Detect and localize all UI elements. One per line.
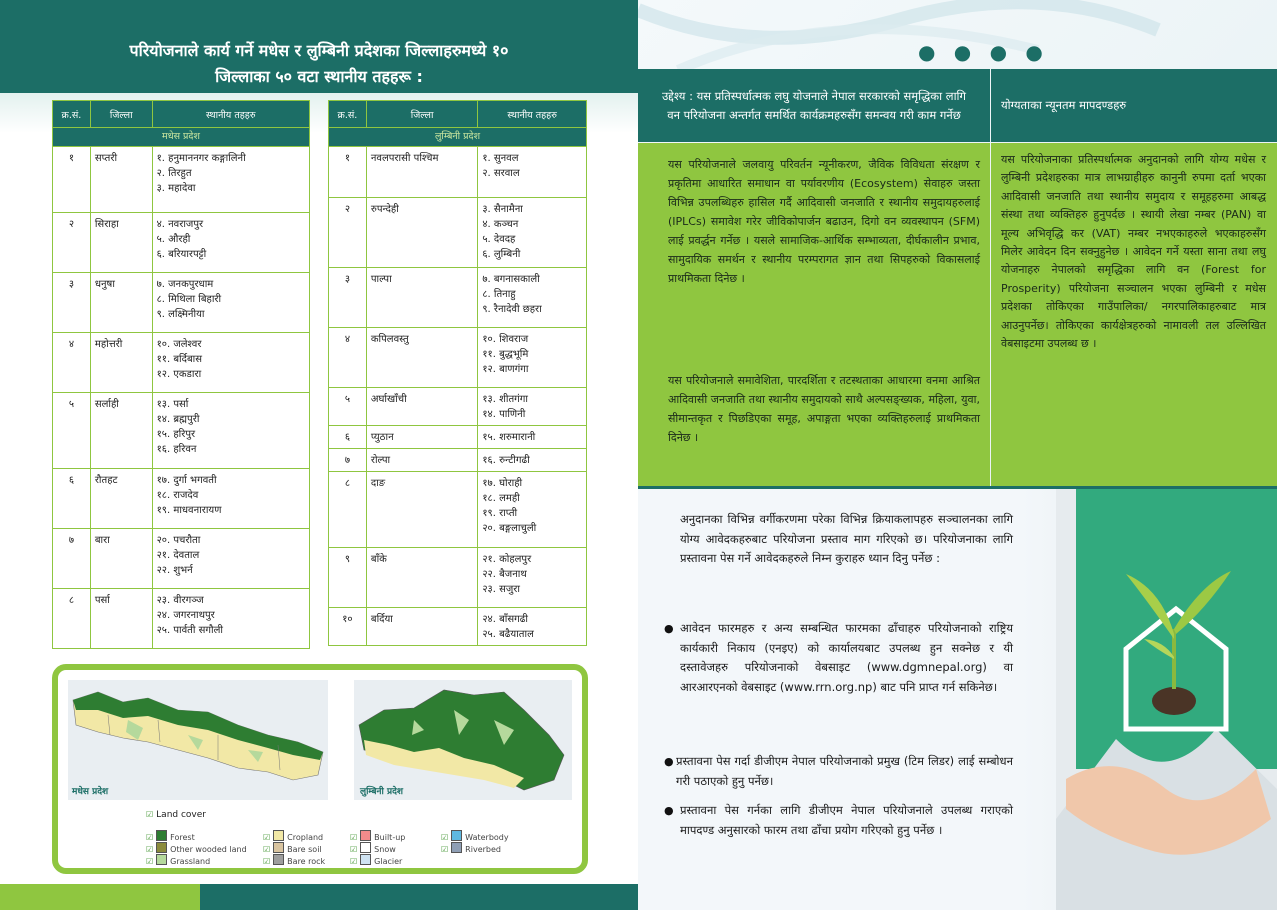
checkbox-icon: ☑: [350, 845, 358, 854]
local-level-item: २०. बङ्गलाचुली: [482, 523, 537, 534]
province-label: मधेस प्रदेश: [53, 128, 310, 147]
table-row: [53, 213, 310, 273]
local-level-item: २४. जगरनाथपुर: [156, 610, 215, 621]
checkbox-icon: ☑: [263, 845, 271, 854]
row-district: सप्तरी: [90, 147, 152, 213]
local-level-item: २२. बैजनाथ: [482, 569, 527, 580]
checkbox-icon: ☑: [441, 833, 449, 842]
row-local-levels: [152, 333, 309, 393]
local-level-item: १७. घोराही: [482, 478, 523, 489]
row-local-levels: [152, 213, 309, 273]
table-row: [53, 393, 310, 469]
legend-swatch: [156, 842, 167, 853]
legend-title: ☑ Land cover: [146, 810, 206, 820]
row-serial: ५: [53, 393, 91, 469]
checkbox-icon: ☑: [146, 833, 154, 842]
row-district: रुपन्देही: [366, 198, 477, 268]
header-local-levels: स्थानीय तहहरु: [152, 101, 309, 128]
header-local-levels: स्थानीय तहहरु: [478, 101, 587, 128]
objective-header-text: उद्देश्य : यस प्रतिस्पर्धात्मक लघु योजनाले नेपाल सरकारको समृद्धिका लागि वन परियोजना अन्तर्गत समर्थित कार्यक्रमहरुसँग समन्वय गरी काम गर्नेछ: [662, 88, 966, 122]
lumbini-map: [354, 680, 572, 800]
legend-label: Cropland: [287, 833, 324, 842]
row-local-levels: [152, 147, 309, 213]
row-district: पर्सा: [90, 589, 152, 649]
table-row: [329, 426, 587, 449]
row-serial: ९: [329, 548, 367, 608]
row-district: नवलपरासी पश्चिम: [366, 147, 477, 198]
madhesh-map: [68, 680, 328, 800]
footer-green-bar: [0, 884, 200, 910]
row-local-levels: [478, 268, 587, 328]
legend-swatch: [360, 854, 371, 865]
row-serial: १०: [329, 608, 367, 646]
seedling-illustration: [1056, 489, 1277, 910]
legend-swatch: [360, 842, 371, 853]
instruction-bullet-3: प्रस्तावना पेस गर्नका लागि डीजीएम नेपाल परियोजनाले उपलब्ध गराएको मापदण्ड अनुसारको फारम तथा ढाँचा प्रयोग गरिएको हुनु पर्नेछ ।: [680, 803, 1013, 837]
local-level-item: ४. नवराजपुर: [156, 219, 204, 230]
table-row: [329, 608, 587, 646]
checkbox-icon: ☑: [263, 857, 271, 866]
row-local-levels: [478, 328, 587, 388]
checkbox-icon: ☑: [350, 833, 358, 842]
local-level-item: १५. शरुमारानी: [482, 432, 536, 443]
local-level-item: १४. ब्रह्मपुरी: [156, 414, 200, 425]
table-row: [329, 198, 587, 268]
local-level-item: १५. हरिपुर: [156, 429, 196, 440]
local-level-item: ९. लक्ष्मिनीया: [156, 309, 205, 320]
row-local-levels: [152, 529, 309, 589]
row-local-levels: [478, 426, 587, 449]
legend-swatch: [360, 830, 371, 841]
local-level-item: २५. बढैयाताल: [482, 629, 534, 640]
legend-label: Riverbed: [465, 845, 501, 854]
instruction-bullet-1: आवेदन फारमहरु र अन्य सम्बन्धित फारमका ढाँचाहरु परियोजनाको राष्ट्रिय कार्यकारी निकाय (एनइए) को कार्यालयबाट उपलब्ध हुन सक्नेछ र यी दस्तावेजहरु परियोजनाको वेबसाइट (www.dgmnepal.org) वा आरआरएनको वेबसाइट (www.rrn.org.np) बाट पनि प्राप्त गर्न सकिनेछ।: [680, 621, 1013, 694]
row-serial: ३: [329, 268, 367, 328]
legend-item: [350, 830, 405, 842]
instructions-intro: अनुदानका विभिन्न वर्गीकरणमा परेका विभिन्न क्रियाकलापहरु सञ्चालनका लागि योग्य आवेदकहरुबाट परियोजना प्रस्ताव माग गरिएको छ। परियोजनाका लागि प्रस्तावना पेस गर्ने आवेदकहरुले निम्न कुराहरु ध्यान दिनु पर्नेछ :: [680, 512, 1013, 565]
local-level-item: ५. औरही: [156, 234, 191, 245]
land-cover-map-box: [52, 664, 588, 874]
row-district: प्युठान: [366, 426, 477, 449]
local-level-item: १२. एकडारा: [156, 369, 202, 380]
row-local-levels: [478, 548, 587, 608]
legend-label: Grassland: [170, 857, 211, 866]
table-row: [53, 333, 310, 393]
madhesh-districts-table: [52, 100, 310, 649]
row-local-levels: [478, 608, 587, 646]
legend-label: Bare rock: [287, 857, 326, 866]
local-level-item: ५. देवदह: [482, 234, 516, 245]
left-panel: [0, 0, 638, 910]
local-level-item: २१. देवताल: [156, 550, 200, 561]
legend-item: [350, 842, 396, 854]
legend-swatch: [156, 830, 167, 841]
legend-label: Glacier: [374, 857, 403, 866]
objective-header: [638, 69, 990, 142]
header-district: जिल्ला: [90, 101, 152, 128]
checkbox-icon: ☑: [146, 845, 154, 854]
row-serial: ७: [329, 449, 367, 472]
row-local-levels: [478, 388, 587, 426]
bullet-dot-icon: ●: [664, 622, 674, 635]
legend-swatch: [273, 830, 284, 841]
local-level-item: १२. बाणगंगा: [482, 364, 529, 375]
legend-label: Snow: [374, 845, 396, 854]
objective-paragraph-1: यस परियोजनाले जलवायु परिवर्तन न्यूनीकरण, जैविक विविधता संरक्षण र प्रकृतिमा आधारित समाधान वा पर्यावरणीय (Ecosystem) सेवाहरु जस्ता विभिन्न उपलब्धिहरु हासिल गर्दै आदिवासी जनजाति र स्थानीय समुदायहरुलाई (IPLCs) समावेश गरेर जीविकोपार्जन बढाउन, दिगो वन व्यवस्थापन (SFM) लाई प्रवर्द्धन गर्नेछ । यसले सामाजिक-आर्थिक सम्भाव्यता, दीर्घकालीन प्रभाव, सामुदायिक समर्थन र स्थानीय परम्परागत ज्ञान तथा सिपहरुको विकासलाई प्राथमिकता दिनेछ ।: [668, 158, 980, 285]
row-serial: २: [53, 213, 91, 273]
row-serial: ७: [53, 529, 91, 589]
page-title: [20, 38, 618, 90]
checkbox-icon: ☑: [263, 833, 271, 842]
checkbox-icon: ☑: [441, 845, 449, 854]
local-level-item: २. तिरहुत: [156, 168, 192, 179]
legend-item: [146, 842, 247, 854]
row-local-levels: [478, 449, 587, 472]
row-serial: १: [53, 147, 91, 213]
row-local-levels: [152, 469, 309, 529]
legend-swatch: [451, 830, 462, 841]
local-level-item: १६. हरिवन: [156, 444, 197, 455]
legend-swatch: [451, 842, 462, 853]
checkbox-icon: ☑: [350, 857, 358, 866]
local-level-item: १९. राप्ती: [482, 508, 518, 519]
row-serial: ३: [53, 273, 91, 333]
row-local-levels: [152, 393, 309, 469]
local-level-item: २१. कोहलपुर: [482, 554, 532, 565]
row-district: दाङ: [366, 472, 477, 548]
header-serial: क्र.सं.: [329, 101, 367, 128]
legend-label: Forest: [170, 833, 195, 842]
checkbox-icon: ☑: [146, 857, 154, 866]
title-line-2: जिल्लाका ५० वटा स्थानीय तहहरू :: [215, 67, 423, 86]
row-district: सिराहा: [90, 213, 152, 273]
local-level-item: १७. दुर्गा भगवती: [156, 475, 217, 486]
legend-label: Other wooded land: [170, 845, 247, 854]
row-serial: २: [329, 198, 367, 268]
local-level-item: १. हनुमाननगर कङ्गालिनी: [156, 153, 246, 164]
legend-item: [146, 854, 210, 866]
header-serial: क्र.सं.: [53, 101, 91, 128]
legend-item: [263, 830, 323, 842]
local-level-item: १८. लमही: [482, 493, 520, 504]
lumbini-map-graphic: [354, 680, 572, 800]
checkbox-icon: ☑: [146, 810, 154, 819]
eligibility-header-text: योग्यताका न्यूनतम मापदण्डहरु: [1001, 98, 1127, 112]
local-level-item: ७. जनकपुरधाम: [156, 279, 214, 290]
local-level-item: २३. सजुरा: [482, 584, 520, 595]
row-serial: ८: [53, 589, 91, 649]
table-row: [53, 469, 310, 529]
legend-item: [263, 854, 325, 866]
header-district: जिल्ला: [366, 101, 477, 128]
row-serial: ६: [329, 426, 367, 449]
table-row: [53, 589, 310, 649]
row-district: धनुषा: [90, 273, 152, 333]
lumbini-districts-table: [328, 100, 587, 646]
legend-swatch: [273, 854, 284, 865]
eligibility-paragraph: यस परियोजनाका प्रतिस्पर्धात्मक अनुदानको लागि योग्य मधेस र लुम्बिनी प्रदेशहरुका मात्र लाभग्राहीहरु कानुनी रुपमा दर्ता भएका आदिवासी जनजाति तथा स्थानीय समुदाय र समूहहरुमा आबद्ध संस्था तथा व्यक्तिहरु हुनुपर्दछ । स्थायी लेखा नम्बर (PAN) वा मूल्य अभिवृद्धि कर (VAT) नम्बर नभएकाहरुले भएकाहरुसँग मिलेर आवेदन दिन सक्नुहुनेछ । आवेदन गर्ने यस्ता साना तथा लघु योजनाहरु नेपालको समृद्धिका लागि वन (Forest for Prosperity) परियोजना सञ्चालन भएका लुम्बिनी र मधेस प्रदेशका तोकिएका गाउँपालिका/ नगरपालिकाहरुबाट मात्र आउनुपर्नेछ। तोकिएका कार्यक्षेत्रहरुको नामावली तल उल्लिखित वेबसाइटमा उपलब्ध छ ।: [1001, 153, 1266, 351]
legend-swatch: [273, 842, 284, 853]
instruction-bullet-2: प्रस्तावना पेस गर्दा डीजीएम नेपाल परियोजनाको प्रमुख (टिम लिडर) लाई सम्बोधन गरी पठाएको हुनु पर्नेछ।: [676, 754, 1013, 788]
local-level-item: २. सरवाल: [482, 168, 520, 179]
objective-column: [638, 143, 990, 486]
row-local-levels: [478, 472, 587, 548]
province-row-madhesh: [53, 128, 310, 147]
row-district: रोल्पा: [366, 449, 477, 472]
local-level-item: ११. बर्दिबास: [156, 354, 203, 365]
local-level-item: १३. पर्सा: [156, 399, 189, 410]
local-level-item: १. सुनवल: [482, 153, 519, 164]
title-line-1: परियोजनाले कार्य गर्ने मधेस र लुम्बिनी प्रदेशका जिल्लाहरुमध्ये १०: [129, 41, 509, 60]
local-level-item: १८. राजदेव: [156, 490, 199, 501]
row-district: बारा: [90, 529, 152, 589]
legend-label: Bare soil: [287, 845, 322, 854]
table-header-row: [53, 101, 310, 128]
objective-paragraph-2: यस परियोजनाले समावेशिता, पारदर्शिता र तटस्थताका आधारमा वनमा आश्रित आदिवासी जनजाति तथा स्थानीय समुदायको साथै अल्पसङ्ख्यक, महिला, युवा, सीमान्तकृत र पिछडिएका समूह, अपाङ्गता भएका व्यक्तिहरुलाई प्राथमिकता दिनेछ ।: [668, 374, 980, 444]
row-district: महोत्तरी: [90, 333, 152, 393]
eligibility-column: [991, 143, 1277, 486]
table-row: [329, 472, 587, 548]
legend-label: Waterbody: [465, 833, 509, 842]
local-level-item: ३. महादेवा: [156, 183, 196, 194]
legend-item: [441, 842, 501, 854]
footer-teal-bar: [200, 884, 638, 910]
row-district: अर्घाखाँची: [366, 388, 477, 426]
bullet-dot-icon: ●: [664, 755, 674, 768]
bullet-dot-icon: ●: [664, 804, 674, 817]
local-level-item: २४. बाँसगढी: [482, 614, 528, 625]
local-level-item: १६. रुन्टीगढी: [482, 455, 530, 466]
hands-seedling-photo: [1056, 489, 1277, 910]
table-header-row: [329, 101, 587, 128]
local-level-item: १४. पाणिनी: [482, 409, 526, 420]
legend-label: Built-up: [374, 833, 406, 842]
decorative-dots: ● ● ● ●: [918, 40, 1049, 64]
table-row: [329, 388, 587, 426]
local-level-item: १३. शीतगंगा: [482, 394, 529, 405]
row-local-levels: [152, 589, 309, 649]
local-level-item: ६. बरियारपट्टी: [156, 249, 207, 260]
local-level-item: २०. पचरौता: [156, 535, 201, 546]
row-serial: ८: [329, 472, 367, 548]
row-serial: ५: [329, 388, 367, 426]
local-level-item: १९. माधवनारायण: [156, 505, 222, 516]
row-local-levels: [478, 198, 587, 268]
local-level-item: ११. बुद्धभूमि: [482, 349, 529, 360]
table-row: [53, 147, 310, 213]
row-district: बाँके: [366, 548, 477, 608]
province-label: लुम्बिनी प्रदेश: [329, 128, 587, 147]
lumbini-map-label: लुम्बिनी प्रदेश: [360, 787, 403, 797]
local-level-item: १०. जलेश्वर: [156, 339, 202, 350]
row-serial: १: [329, 147, 367, 198]
row-district: सर्लाही: [90, 393, 152, 469]
row-serial: ४: [329, 328, 367, 388]
table-row: [53, 529, 310, 589]
legend-item: [263, 842, 322, 854]
local-level-item: १०. शिवराज: [482, 334, 529, 345]
row-serial: ६: [53, 469, 91, 529]
row-local-levels: [152, 273, 309, 333]
row-local-levels: [478, 147, 587, 198]
table-row: [329, 147, 587, 198]
local-level-item: २३. वीरगञ्ज: [156, 595, 204, 606]
madhesh-map-label: मधेस प्रदेश: [72, 787, 109, 797]
row-serial: ४: [53, 333, 91, 393]
local-level-item: २५. पार्वती सगौली: [156, 625, 223, 636]
legend-item: [350, 854, 402, 866]
eligibility-header: [991, 69, 1277, 142]
legend-item: [441, 830, 509, 842]
table-row: [329, 328, 587, 388]
row-district: रौतहट: [90, 469, 152, 529]
table-row: [53, 273, 310, 333]
row-district: कपिलवस्तु: [366, 328, 477, 388]
local-level-item: ४. कञ्चन: [482, 219, 519, 230]
province-row-lumbini: [329, 128, 587, 147]
local-level-item: ९. रैनादेवी छहरा: [482, 304, 542, 315]
legend-swatch: [156, 854, 167, 865]
local-level-item: ८. मिथिला बिहारी: [156, 294, 222, 305]
table-row: [329, 268, 587, 328]
local-level-item: ८. तिनाहु: [482, 289, 516, 300]
local-level-item: २२. शुभर्न: [156, 565, 193, 576]
table-row: [329, 548, 587, 608]
madhesh-map-graphic: [68, 680, 328, 800]
local-level-item: ३. सैनामैना: [482, 204, 523, 215]
table-row: [329, 449, 587, 472]
local-level-item: ७. बगनासकाली: [482, 274, 540, 285]
row-district: पाल्पा: [366, 268, 477, 328]
row-district: बर्दिया: [366, 608, 477, 646]
legend-item: [146, 830, 195, 842]
local-level-item: ६. लुम्बिनी: [482, 249, 521, 260]
